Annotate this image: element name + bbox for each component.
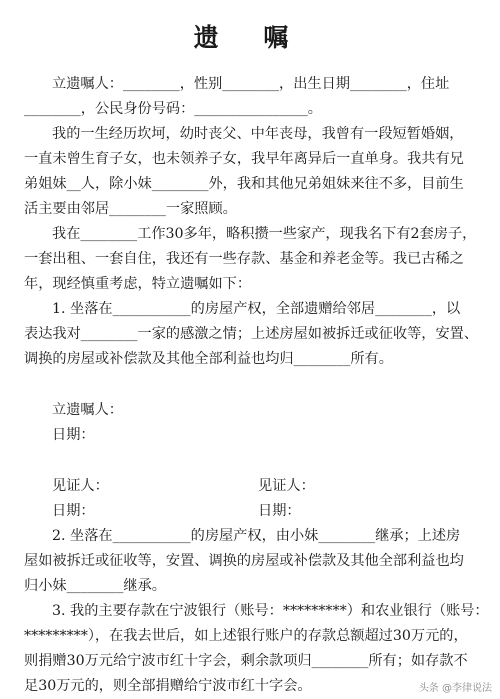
clause-1-line-1: 1. 坐落在___________的房屋产权，全部遗赠给邻居________，以 [52, 301, 461, 317]
clause-3-line-1: 3. 我的主要存款在宁波银行（账号：*********）和农业银行（账号： [52, 603, 489, 619]
clause-2-line-2: 屋如被拆迁或征收等，安置、调换的房屋或补偿款及其他全部利益也均 [24, 553, 464, 569]
background-paragraph-line-2: 一直未曾生育子女，也未领养子女，我早年离异后一直单身。我共有兄 [24, 151, 464, 167]
testator-info-line-2: ________，公民身份号码：________________。 [24, 101, 322, 117]
witness-1-date-label: 日期： [52, 503, 95, 519]
clause-3-line-2: *********），在我去世后，如上述银行账户的存款总额超过30万元的， [24, 628, 468, 644]
clause-3-line-4: 足30万元的，则全部捐赠给宁波市红十字会。 [24, 678, 312, 694]
background-paragraph-line-4: 活主要由邻居________一家照顾。 [24, 201, 237, 217]
witness-2-label: 见证人： [258, 478, 315, 494]
assets-paragraph-line-2: 一套出租、一套自住，我还有一些存款、基金和养老金等。我已古稀之 [24, 251, 464, 267]
clause-3-line-3: 则捐赠30万元给宁波市红十字会，剩余款项归________所有；如存款不 [24, 653, 468, 669]
source-watermark: 头条 @李律说法 [418, 683, 492, 694]
clause-2-line-3: 归小妹________继承。 [24, 578, 166, 594]
witness-1-label: 见证人： [52, 478, 109, 494]
assets-paragraph-line-1: 我在________工作30多年，略积攒一些家产，现我名下有2套房子， [52, 226, 477, 242]
assets-paragraph-line-3: 年，现经慎重考虑，特立遗嘱如下： [24, 276, 252, 292]
witness-signature-row [24, 474, 476, 499]
witness-2-date-label: 日期： [258, 503, 301, 519]
will-document-body [24, 72, 489, 699]
testator-info-line-1: 立遗嘱人：________，性别________，出生日期________，住址 [52, 76, 450, 92]
testator-signature-label: 立遗嘱人： [52, 402, 123, 418]
background-paragraph-line-1: 我的一生经历坎坷，幼时丧父、中年丧母，我曾有一段短暂婚姻， [52, 126, 464, 142]
testator-date-label: 日期： [52, 427, 95, 443]
clause-1-line-2: 表达我对________一家的感激之情；上述房屋如被拆迁或征收等，安置、 [24, 326, 479, 342]
witness-date-row [24, 499, 476, 524]
document-title: 遗 嘱 [193, 23, 307, 52]
clause-1-line-3: 调换的房屋或补偿款及其他全部利益也均归________所有。 [24, 351, 393, 367]
background-paragraph-line-3: 弟姐妹__人，除小妹________外，我和其他兄弟姐妹来往不多，目前生 [24, 176, 464, 192]
clause-2-line-1: 2. 坐落在___________的房屋产权，由小妹________继承；上述房 [52, 528, 461, 544]
